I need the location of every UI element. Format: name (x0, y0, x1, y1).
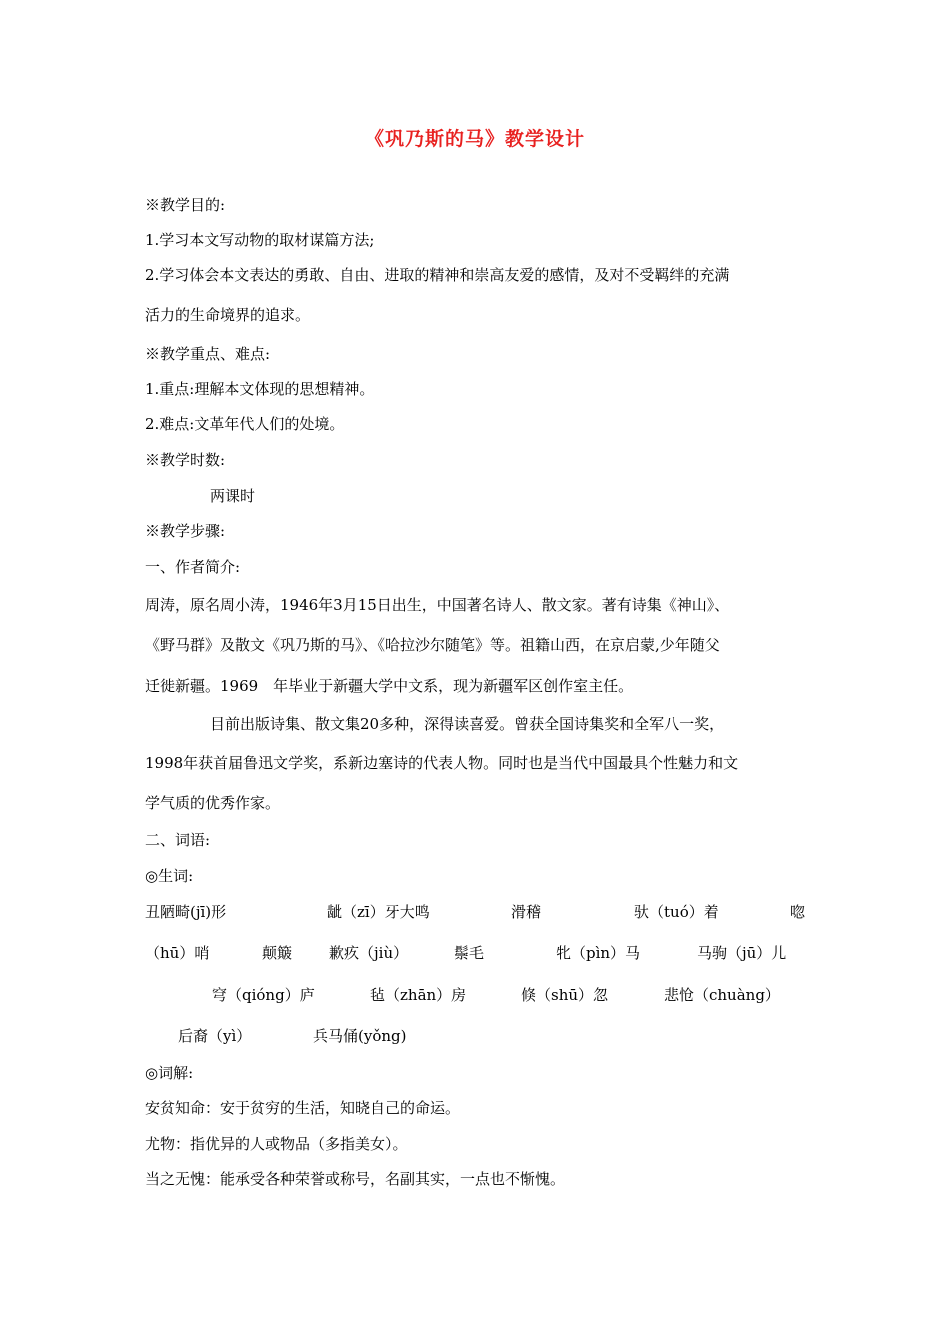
key-item-1: 1.重点:理解本文体现的思想精神。 (145, 380, 375, 398)
goal-heading: ※教学目的: (145, 196, 226, 214)
vocab-item: 后裔（yì） (178, 1027, 252, 1045)
vocab-item: （hū）哨 (145, 944, 210, 962)
vocab-item: 滑稽 (511, 903, 542, 921)
key-item-2: 2.难点:文革年代人们的处境。 (145, 415, 345, 433)
goal-item-2-cont: 活力的生命境界的追求。 (145, 306, 311, 324)
new-words-heading: ◎生词: (145, 867, 194, 885)
vocab-item: 兵马俑(yǒng) (313, 1027, 407, 1045)
goal-item-1: 1.学习本文写动物的取材谋篇方法; (145, 231, 375, 249)
vocab-item: 歉疚（jiù） (329, 944, 409, 962)
explain-item-2: 尤物：指优异的人或物品（多指美女）。 (145, 1135, 408, 1153)
author-paragraph-2-cont: 1998年获首届鲁迅文学奖，系新边塞诗的代表人物。同时也是当代中国最具个性魅力和文 (145, 754, 739, 772)
author-paragraph-1-end: 迁徙新疆。1969 年毕业于新疆大学中文系，现为新疆军区创作室主任。 (145, 677, 634, 695)
steps-heading: ※教学步骤: (145, 522, 226, 540)
vocab-item: 龇（zī）牙大鸣 (327, 903, 430, 921)
vocab-item: 鬃毛 (454, 944, 485, 962)
words-heading: 二、词语: (145, 831, 211, 849)
author-paragraph-2-end: 学气质的优秀作家。 (145, 794, 281, 812)
author-paragraph-1: 周涛，原名周小涛，1946年3月15日出生，中国著名诗人、散文家。著有诗集《神山》、 (145, 596, 730, 614)
vocab-item: 马驹（jū）儿 (697, 944, 787, 962)
explain-item-1: 安贫知命：安于贫穷的生活，知晓自己的命运。 (145, 1099, 461, 1117)
explain-item-3: 当之无愧：能承受各种荣誉或称号，名副其实，一点也不惭愧。 (145, 1170, 566, 1188)
author-paragraph-2: 目前出版诗集、散文集20多种，深得读喜爱。曾获全国诗集奖和全军八一奖， (210, 715, 725, 733)
vocab-item: 唿 (790, 903, 806, 921)
vocab-item: 丑陋畸(jī)形 (145, 903, 227, 921)
vocab-item: 牝（pìn）马 (556, 944, 641, 962)
document-title: 《巩乃斯的马》教学设计 (364, 128, 585, 150)
hours-heading: ※教学时数: (145, 451, 226, 469)
vocab-item: 毡（zhān）房 (370, 986, 467, 1004)
vocab-item: 颠簸 (262, 944, 293, 962)
hours-value: 两课时 (210, 487, 256, 505)
author-heading: 一、作者简介: (145, 558, 241, 576)
author-paragraph-1-cont: 《野马群》及散文《巩乃斯的马》、《哈拉沙尔随笔》等。祖籍山西，在京启蒙,少年随父 (145, 636, 720, 654)
vocab-item: 穹（qióng）庐 (212, 986, 315, 1004)
vocab-item: 倏（shū）忽 (521, 986, 609, 1004)
key-heading: ※教学重点、难点: (145, 345, 271, 363)
vocab-item: 悲怆（chuàng） (664, 986, 780, 1004)
vocab-item: 驮（tuó）着 (634, 903, 719, 921)
goal-item-2: 2.学习体会本文表达的勇敢、自由、进取的精神和崇高友爱的感情，及对不受羁绊的充满 (145, 266, 730, 284)
explain-heading: ◎词解: (145, 1064, 194, 1082)
